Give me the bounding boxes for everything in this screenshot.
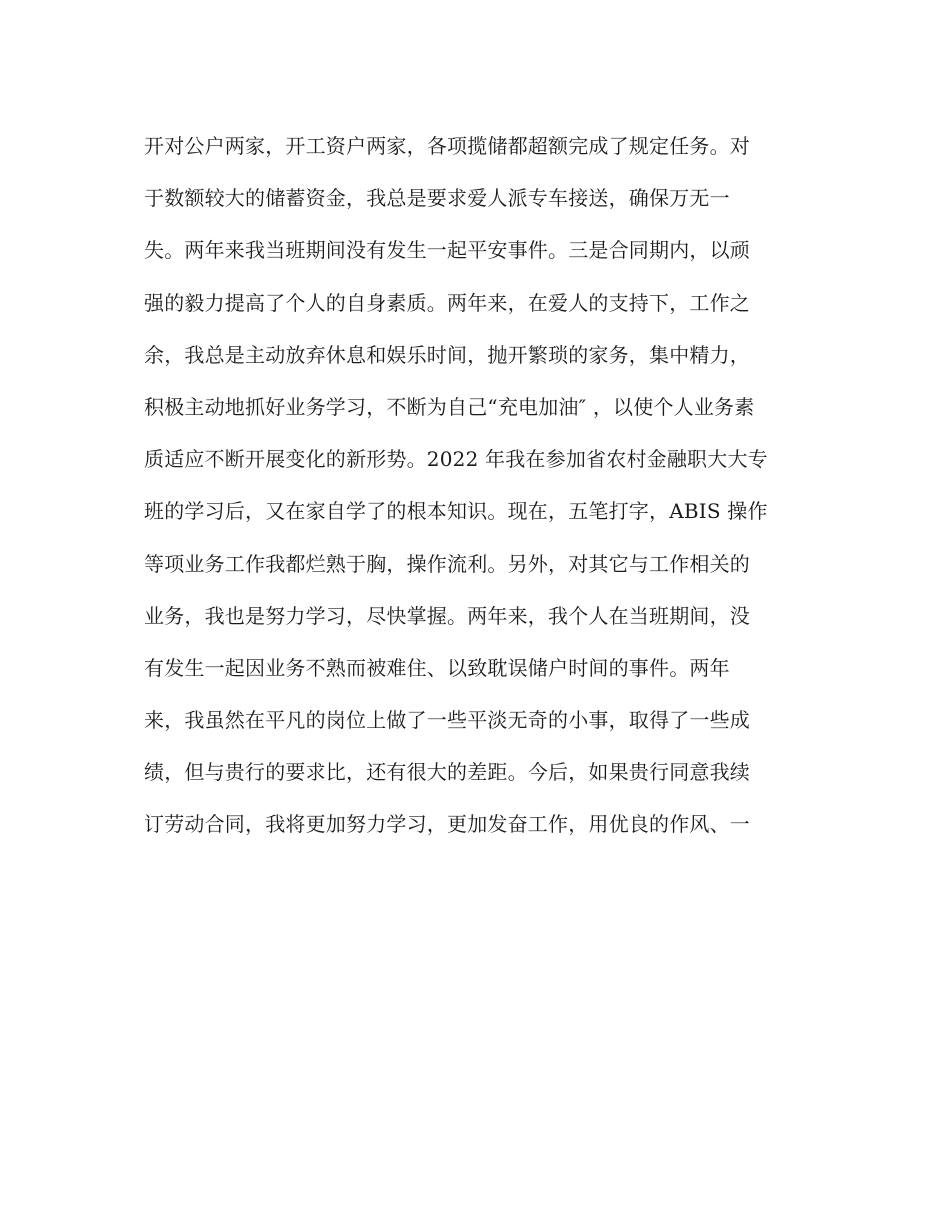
text-line-7: 质适应不断开展变化的新形势。2022 年我在参加省农村金融职大大专 bbox=[144, 447, 768, 472]
text-line-2: 于数额较大的储蓄资金，我总是要求爱人派专车接送，确保万无一 bbox=[144, 186, 730, 211]
text-line-14: 订劳动合同，我将更加努力学习，更加发奋工作，用优良的作风、一 bbox=[144, 812, 750, 837]
text-line-4: 强的毅力提高了个人的自身素质。两年来，在爱人的支持下，工作之 bbox=[144, 290, 750, 315]
text-line-6: 积极主动地抓好业务学习，不断为自己“充电加油″ ，以使个人业务素 bbox=[144, 394, 755, 419]
text-line-5: 余，我总是主动放弃休息和娱乐时间，抛开繁琐的家务，集中精力， bbox=[144, 342, 750, 367]
text-line-10: 业务，我也是努力学习，尽快掌握。两年来，我个人在当班期间，没 bbox=[144, 603, 750, 628]
text-line-13: 绩，但与贵行的要求比，还有很大的差距。今后，如果贵行同意我续 bbox=[144, 760, 750, 785]
text-line-12: 来，我虽然在平凡的岗位上做了一些平淡无奇的小事，取得了一些成 bbox=[144, 708, 750, 733]
text-line-8: 班的学习后，又在家自学了的根本知识。现在，五笔打字，ABIS 操作 bbox=[144, 499, 768, 524]
text-line-11: 有发生一起因业务不熟而被难住、以致耽误储户时间的事件。两年 bbox=[144, 655, 730, 680]
text-line-3: 失。两年来我当班期间没有发生一起平安事件。三是合同期内，以顽 bbox=[144, 238, 750, 263]
document-body bbox=[144, 120, 824, 851]
text-line-9: 等项业务工作我都烂熟于胸，操作流利。另外，对其它与工作相关的 bbox=[144, 551, 750, 576]
text-line-1: 开对公户两家，开工资户两家，各项揽储都超额完成了规定任务。对 bbox=[144, 134, 750, 158]
